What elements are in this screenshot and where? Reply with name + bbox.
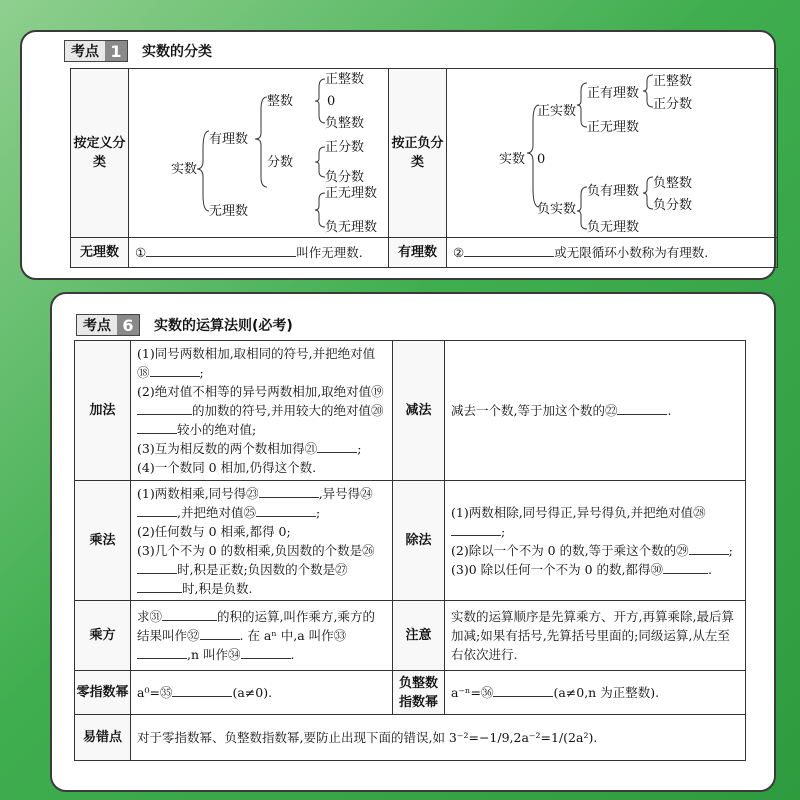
sub-rule [445,341,746,481]
blank-23[interactable] [259,484,319,498]
neg-exp-rule [445,671,746,715]
section2-title: 实数的运算法则(必考) [154,318,293,334]
irrational-def-text: 叫作无理数. [296,245,363,260]
error-text [131,715,746,761]
note-label: 注意 [393,601,445,671]
sign-positive: 正实数 [537,104,577,119]
mul-rule-2: (2)任何数与 0 相乘,都得 0; [137,523,291,539]
def-rational: 有理数 [209,132,249,147]
zero-exp-text: a⁰=㉟ [137,685,173,700]
section2-badge [76,314,140,336]
blank-27[interactable] [137,579,182,593]
blank-2-number: ② [453,245,465,260]
sign-tree-cell [447,69,778,238]
def-integer: 整数 [267,94,294,109]
neg-exp-label: 负整数指数幂 [393,671,445,715]
blank-22[interactable] [617,401,667,415]
by-sign-label: 按正负分类 [389,69,447,238]
sign-pos-rational: 正有理数 [587,86,640,101]
sign-tree [447,69,777,237]
blank-33[interactable] [137,645,187,659]
pow-rule-e: . [290,647,295,662]
blank-19[interactable] [137,401,192,415]
mul-rule-3: (3)几个不为 0 的数相乘,负因数的个数是㉖ [137,542,375,558]
sign-pos-irrational: 正无理数 [587,120,640,135]
section1-badge [64,40,128,62]
sign-neg-irrational: 负无理数 [587,220,640,235]
section1-title: 实数的分类 [142,44,212,60]
add-rule-2: (2)绝对值不相等的异号两数相加,取绝对值⑲ [137,384,384,399]
sign-pos-int: 正整数 [653,74,693,89]
def-pos-int: 正整数 [325,72,365,87]
div-rule-1-end: ; [501,523,506,539]
pow-rule-a: 求㉛ [137,609,163,624]
rational-def-text: 或无限循环小数称为有理数. [554,245,709,260]
section1-header [64,40,212,62]
def-neg-int: 负整数 [325,116,365,131]
blank-29[interactable] [689,541,729,555]
mul-rule-1-end: ; [315,504,321,520]
sub-label: 减法 [393,341,445,481]
rational-def-label: 有理数 [389,238,447,268]
blank-18[interactable] [150,363,200,377]
add-rules [131,341,393,481]
mul-label: 乘法 [75,481,131,601]
add-rule-1: (1)同号两数相加,取相同的符号,并把绝对值⑱ [137,346,376,380]
div-rule-3: (3)0 除以任何一个不为 0 的数,都得㉚ [451,561,664,577]
mul-rule-3-end: 时,积是负数. [182,580,253,596]
div-rule-2: (2)除以一个不为 0 的数,等于乘这个数的㉙ [451,542,689,558]
add-rule-2-end: 较小的绝对值; [177,422,257,437]
neg-exp-text: a⁻ⁿ=㊱ [451,685,494,700]
section-classification-panel [20,30,776,280]
blank-2[interactable] [464,243,554,257]
sign-neg-rational: 负有理数 [587,184,640,199]
blank-24[interactable] [137,503,177,517]
definition-tree [129,69,388,237]
section2-tag: 考点 [77,315,117,335]
blank-31[interactable] [162,607,217,621]
blank-26[interactable] [137,560,177,574]
def-irrational: 无理数 [209,204,249,219]
sub-rule-text: 减去一个数,等于加这个数的㉒ [451,403,618,418]
zero-exp-label: 零指数幂 [75,671,131,715]
operations-table [74,340,746,761]
div-rule-2-end: ; [728,542,733,558]
def-real: 实数 [171,162,198,177]
div-label: 除法 [393,481,445,601]
pow-label: 乘方 [75,601,131,671]
definition-tree-cell [129,69,389,238]
mul-rules [131,481,393,601]
add-rule-3: (3)互为相反数的两个数相加得㉑ [137,441,318,456]
classification-table [70,68,778,268]
blank-28[interactable] [451,522,501,536]
pow-rule [131,601,393,671]
blank-34[interactable] [241,645,291,659]
mul-rule-3-mid: 时,积是正数;负因数的个数是㉗ [177,561,348,577]
pow-rule-b: 的积的运算,叫作乘方,乘方的结果叫作㉜ [137,609,375,643]
blank-1-number: ① [135,245,147,260]
add-rule-2-mid: 的加数的符号,并用较大的绝对值⑳ [192,403,384,418]
irrational-def-cell [129,238,389,268]
def-pos-frac: 正分数 [325,140,365,155]
error-body: 对于零指数幂、负整数指数幂,要防止出现下面的错误,如 3⁻²=−1/9,2a⁻²=1/(2a²). [137,730,598,745]
blank-36[interactable] [493,683,553,697]
neg-exp-cond: (a≠0,n 为正整数). [553,685,660,700]
def-neg-frac: 负分数 [325,170,365,185]
sign-neg-int: 负整数 [653,176,693,191]
section1-tag: 考点 [65,41,105,61]
blank-20[interactable] [137,420,177,434]
div-rule-1: (1)两数相除,同号得正,异号得负,并把绝对值㉘ [451,504,706,520]
by-definition-label: 按定义分类 [71,69,129,238]
error-label: 易错点 [75,715,131,761]
pow-rule-d: ,n 叫作㉞ [187,647,241,662]
add-rule-1-end: ; [199,365,204,380]
mul-rule-1-mid2: ,并把绝对值㉕ [177,504,256,520]
section1-number: 1 [105,41,127,61]
blank-30[interactable] [663,560,708,574]
blank-35[interactable] [172,683,232,697]
mul-rule-1-mid: ,异号得㉔ [318,485,373,501]
sign-neg-frac: 负分数 [653,198,693,213]
add-rule-3-end: ; [357,441,362,456]
def-fraction: 分数 [267,155,294,170]
sign-pos-frac: 正分数 [653,97,693,112]
note-body: 实数的运算顺序是先算乘方、开方,再算乘除,最后算加减;如果有括号,先算括号里面的;同级运算,从左至右依次进行. [451,609,734,662]
def-pos-irr: 正无理数 [325,186,378,201]
sign-real: 实数 [499,152,526,167]
add-rule-4: (4)一个数同 0 相加,仍得这个数. [137,460,317,475]
blank-21[interactable] [317,439,357,453]
section2-number: 6 [117,315,139,335]
sub-rule-end: . [667,403,672,418]
mul-rule-1: (1)两数相乘,同号得㉓ [137,485,259,501]
sign-negative: 负实数 [537,202,577,217]
add-label: 加法 [75,341,131,481]
pow-rule-c: . 在 aⁿ 中,a 叫作㉝ [239,628,347,643]
rational-def-cell [447,238,778,268]
def-zero: 0 [327,94,336,109]
note-text [445,601,746,671]
irrational-def-label: 无理数 [71,238,129,268]
section-operations-panel [50,292,776,792]
blank-32[interactable] [200,626,240,640]
zero-exp-rule [131,671,393,715]
blank-1[interactable] [146,243,296,257]
section2-header [76,314,293,336]
blank-25[interactable] [256,503,316,517]
sign-zero: 0 [537,152,546,167]
div-rules [445,481,746,601]
div-rule-3-end: . [708,561,712,577]
zero-exp-cond: (a≠0). [232,685,273,700]
def-neg-irr: 负无理数 [325,220,378,235]
